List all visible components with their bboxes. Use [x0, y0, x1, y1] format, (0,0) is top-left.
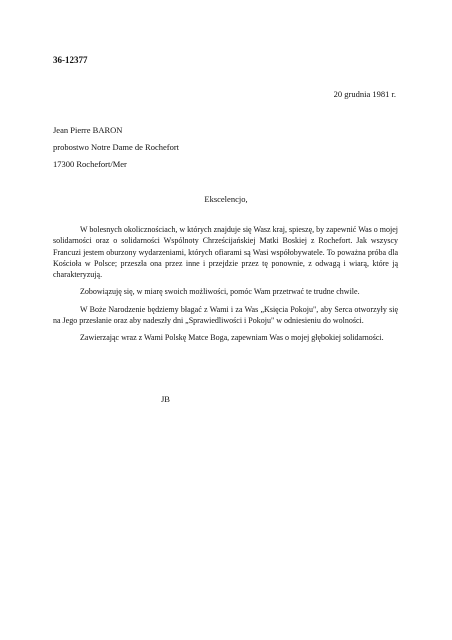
letter-date: 20 grudnia 1981 r. — [333, 89, 396, 99]
body-paragraph: Zawierzając wraz z Wami Polskę Matce Boga, zapewniam Was o mojej głębokiej solidarności. — [80, 333, 384, 343]
document-reference-number: 36-12377 — [53, 55, 88, 65]
body-paragraph: W bolesnych okolicznościach, w których znajduje się Wasz kraj, spieszę, by zapewnić Was o mojej solidarności oraz o solidarności Wspólnoty Chrześcijańskiej Matki Boskiej z Rochefort. Jak wszyscy Francuzi jestem oburzony wydarzeniami, których ofiarami są Wasi współobywatele. To poważna próba dla Kościoła w Polsce; przeszła ona przez inne i przejdzie przez tę ponownie, z odwagą i wiarą, które ją charakteryzują. — [53, 225, 398, 280]
body-paragraph: Zobowiązuję się, w miarę swoich możliwości, pomóc Wam przetrwać te trudne chwile. — [80, 287, 360, 297]
body-paragraph: W Boże Narodzenie będziemy błagać z Wami i za Was „Księcia Pokoju", aby Serca otworzyły się na Jego przesłanie oraz aby nadeszły dni „Sprawiedliwości i Pokoju" w odniesieniu do wolności. — [53, 304, 398, 326]
letter-body — [53, 224, 398, 350]
sender-address: 17300 Rochefort/Mer — [53, 159, 127, 169]
signature-initials: JB — [161, 394, 170, 404]
sender-parish: probostwo Notre Dame de Rochefort — [53, 142, 180, 152]
sender-name: Jean Pierre BARON — [53, 125, 123, 135]
salutation: Ekscelencjo, — [204, 194, 248, 204]
sender-block — [53, 122, 179, 173]
